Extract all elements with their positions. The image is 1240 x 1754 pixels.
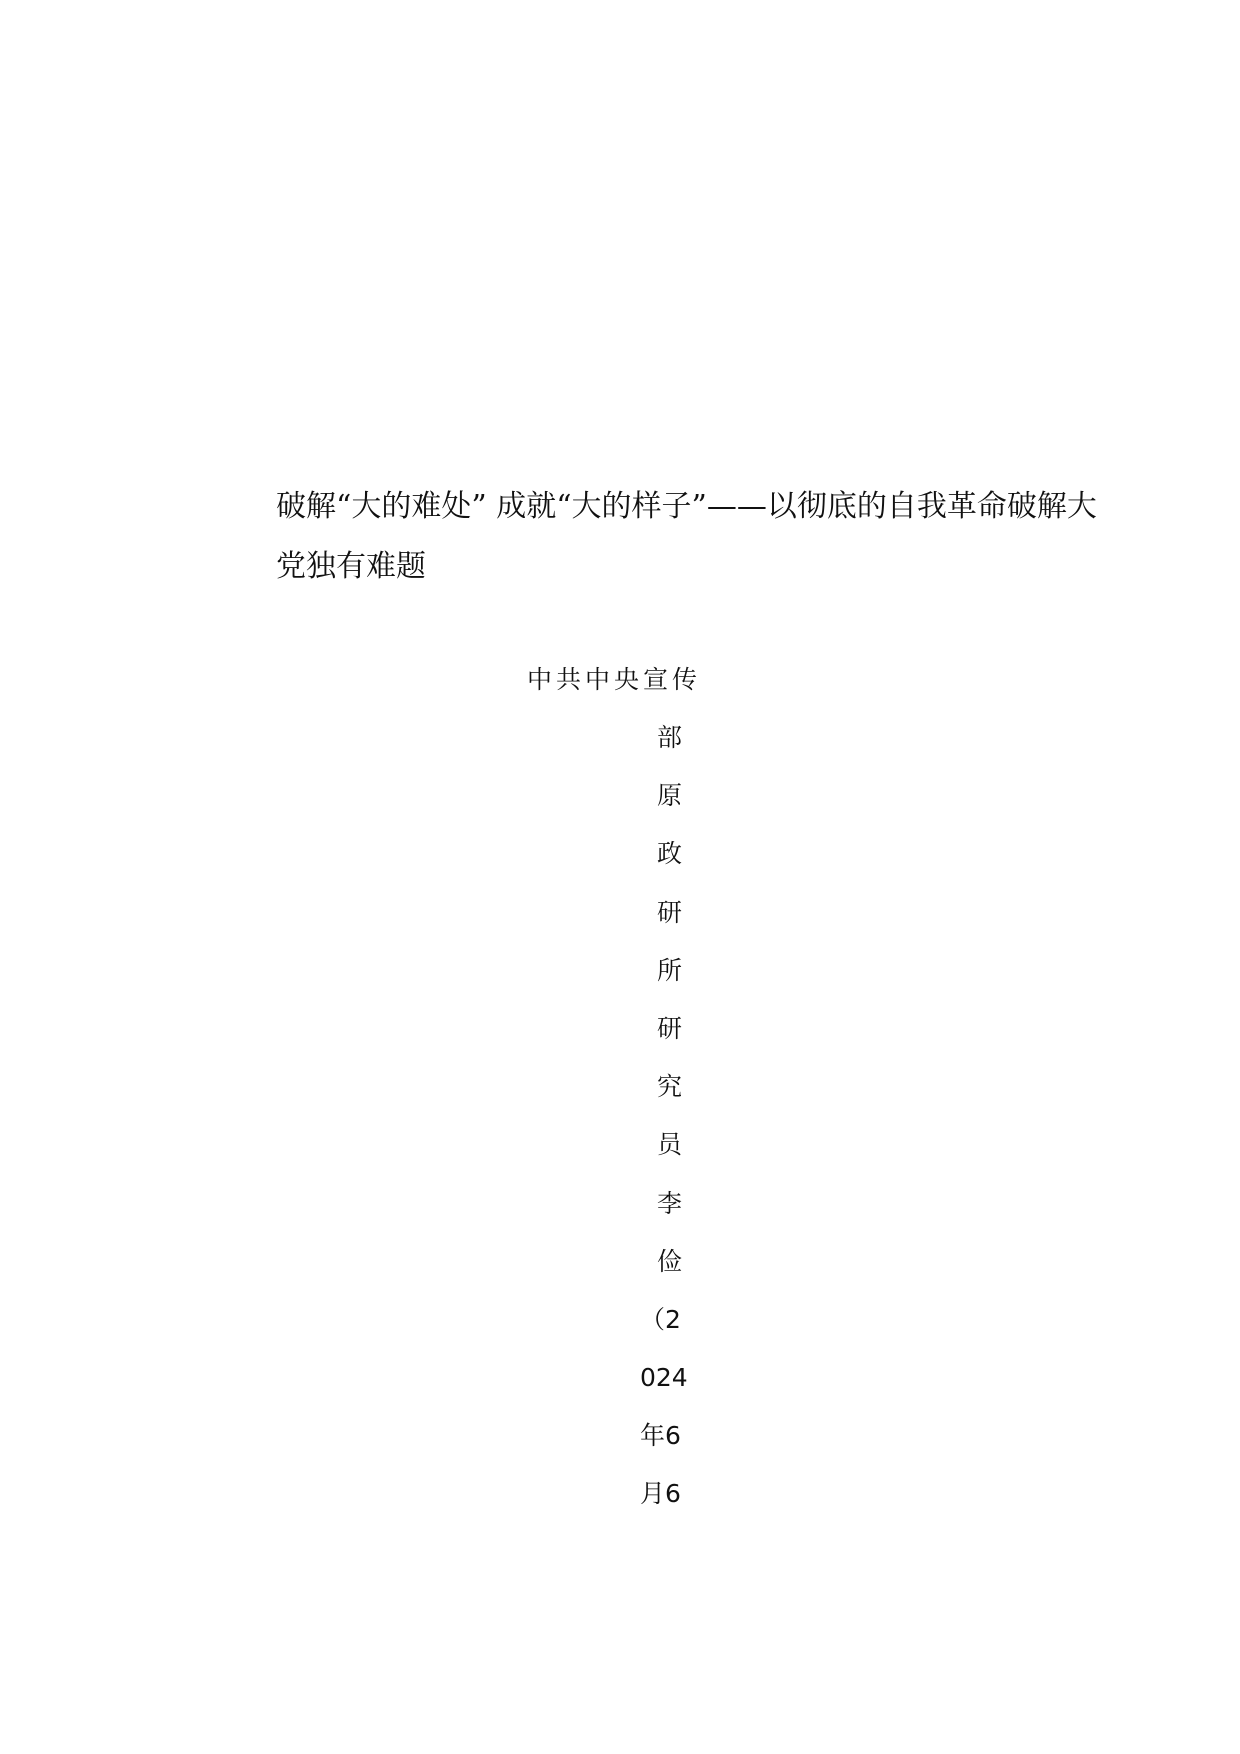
author-char: 所	[657, 955, 683, 985]
date-fragment: 年6	[640, 1421, 681, 1451]
author-char: 原	[657, 781, 683, 811]
author-char: 俭	[657, 1246, 683, 1276]
author-char: 研	[657, 897, 683, 927]
title-line-1: 破解“大的难处” 成就“大的样子”——以彻底的自我革命破解大	[276, 489, 1097, 524]
author-char: 部	[657, 723, 683, 752]
author-char: 究	[657, 1072, 683, 1102]
author-char: 员	[657, 1130, 683, 1160]
author-char: 研	[657, 1013, 683, 1043]
date-fragment: 月6	[640, 1479, 681, 1509]
date-fragment: 024	[640, 1363, 688, 1393]
author-char: 李	[657, 1188, 683, 1218]
author-affiliation-head: 中共中央宣传	[527, 665, 702, 694]
document-title	[276, 477, 1096, 597]
title-line-2: 党独有难题	[276, 549, 426, 584]
author-char: 政	[657, 839, 683, 869]
author-byline-column	[640, 718, 730, 1533]
date-fragment: （2	[640, 1304, 681, 1334]
